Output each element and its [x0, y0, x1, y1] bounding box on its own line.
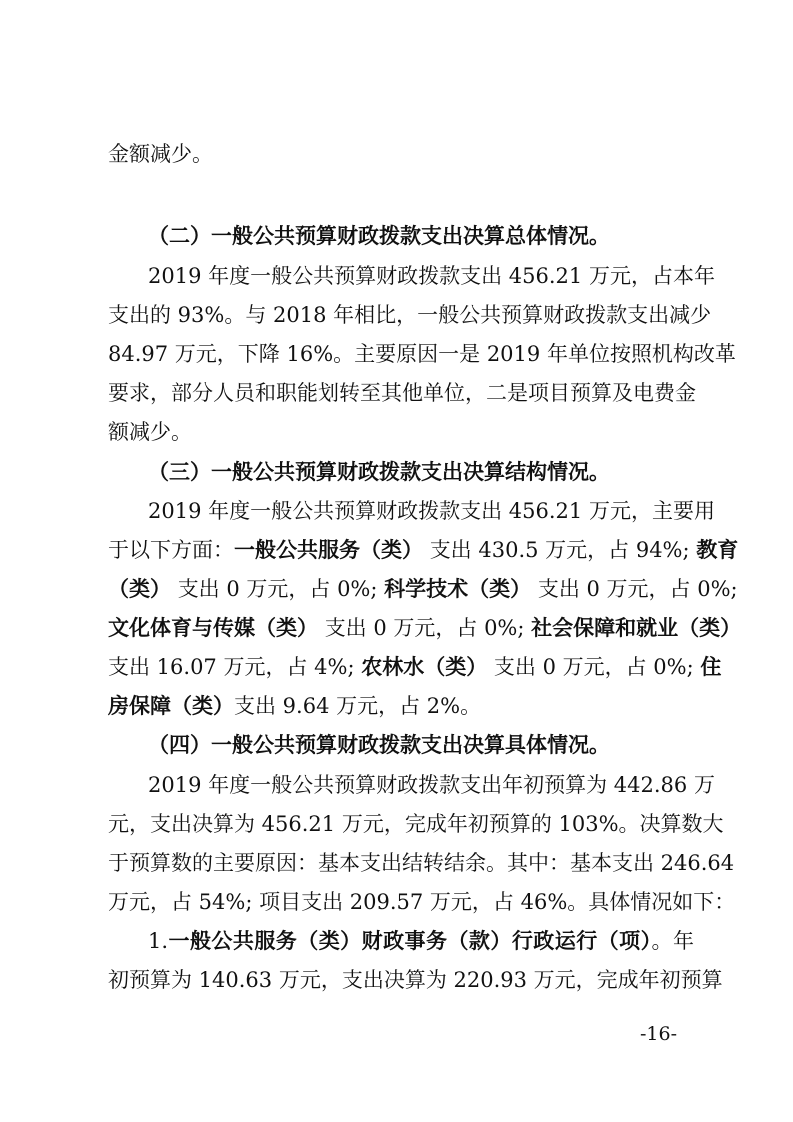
- text-run: 1.: [148, 929, 169, 953]
- paragraph-line: 元，支出决算为 456.21 万元，完成年初预算的 103%。决算数大: [108, 812, 724, 836]
- paragraph-line: [148, 927, 694, 955]
- category-term: 科学技术（类）: [384, 576, 532, 601]
- text-run: 支出 16.07 万元，占 4%;: [108, 655, 355, 679]
- page-number: -16-: [640, 1023, 678, 1045]
- category-term: 一般公共服务（类）: [234, 537, 423, 562]
- paragraph-line: [108, 575, 738, 603]
- paragraph-line: 于预算数的主要原因：基本支出结转结余。其中：基本支出 246.64: [108, 851, 735, 875]
- category-term: 住: [700, 654, 722, 679]
- paragraph-line: 2019 年度一般公共预算财政拨款支出 456.21 万元，主要用: [148, 499, 715, 523]
- category-term: 社会保障和就业（类）: [531, 615, 742, 640]
- category-term: 文化体育与传媒（类）: [108, 615, 318, 640]
- text-run: 支出 430.5 万元，占 94%;: [429, 538, 690, 562]
- paragraph-line: 万元，占 54%; 项目支出 209.57 万元，占 46%。具体情况如下：: [108, 890, 736, 914]
- category-term: 房保障（类）: [108, 693, 234, 718]
- text-run: 于以下方面：: [108, 538, 234, 562]
- section-heading: （三）一般公共预算财政拨款支出决算结构情况。: [148, 459, 610, 484]
- paragraph-line: 金额减少。: [108, 142, 213, 166]
- category-term: 农林水（类）: [361, 654, 488, 679]
- text-run: 支出 0 万元，占 0%;: [537, 577, 738, 601]
- category-term: （类）: [108, 576, 171, 601]
- text-run: 支出 0 万元，占 0%;: [493, 655, 694, 679]
- text-run: 。年: [651, 929, 695, 953]
- text-run: 支出 0 万元，占 0%;: [177, 577, 378, 601]
- paragraph-line: 支出的 93%。与 2018 年相比，一般公共预算财政拨款支出减少: [108, 303, 712, 327]
- paragraph-line: 84.97 万元，下降 16%。主要原因一是 2019 年单位按照机构改革: [108, 342, 736, 366]
- paragraph-line: [108, 692, 694, 720]
- paragraph-line: 2019 年度一般公共预算财政拨款支出 456.21 万元，占本年: [148, 264, 715, 288]
- category-term: 一般公共服务（类）财政事务（款）行政运行（项）: [168, 928, 652, 953]
- text-run: 支出 0 万元，占 0%;: [324, 616, 525, 640]
- paragraph-line: [108, 614, 742, 642]
- text-run: 支出 9.64 万元，占 2%。: [234, 694, 482, 718]
- paragraph-line: 要求，部分人员和职能划转至其他单位，二是项目预算及电费金: [108, 381, 696, 405]
- paragraph-line: 初预算为 140.63 万元，支出决算为 220.93 万元，完成年初预算: [108, 968, 723, 992]
- category-term: 教育: [696, 537, 739, 562]
- section-heading: （二）一般公共预算财政拨款支出决算总体情况。: [148, 223, 610, 248]
- paragraph-line: [108, 536, 739, 564]
- paragraph-line: 2019 年度一般公共预算财政拨款支出年初预算为 442.86 万: [148, 773, 715, 797]
- paragraph-line: [108, 653, 722, 681]
- paragraph-line: 额减少。: [108, 420, 192, 444]
- section-heading: （四）一般公共预算财政拨款支出决算具体情况。: [148, 732, 610, 757]
